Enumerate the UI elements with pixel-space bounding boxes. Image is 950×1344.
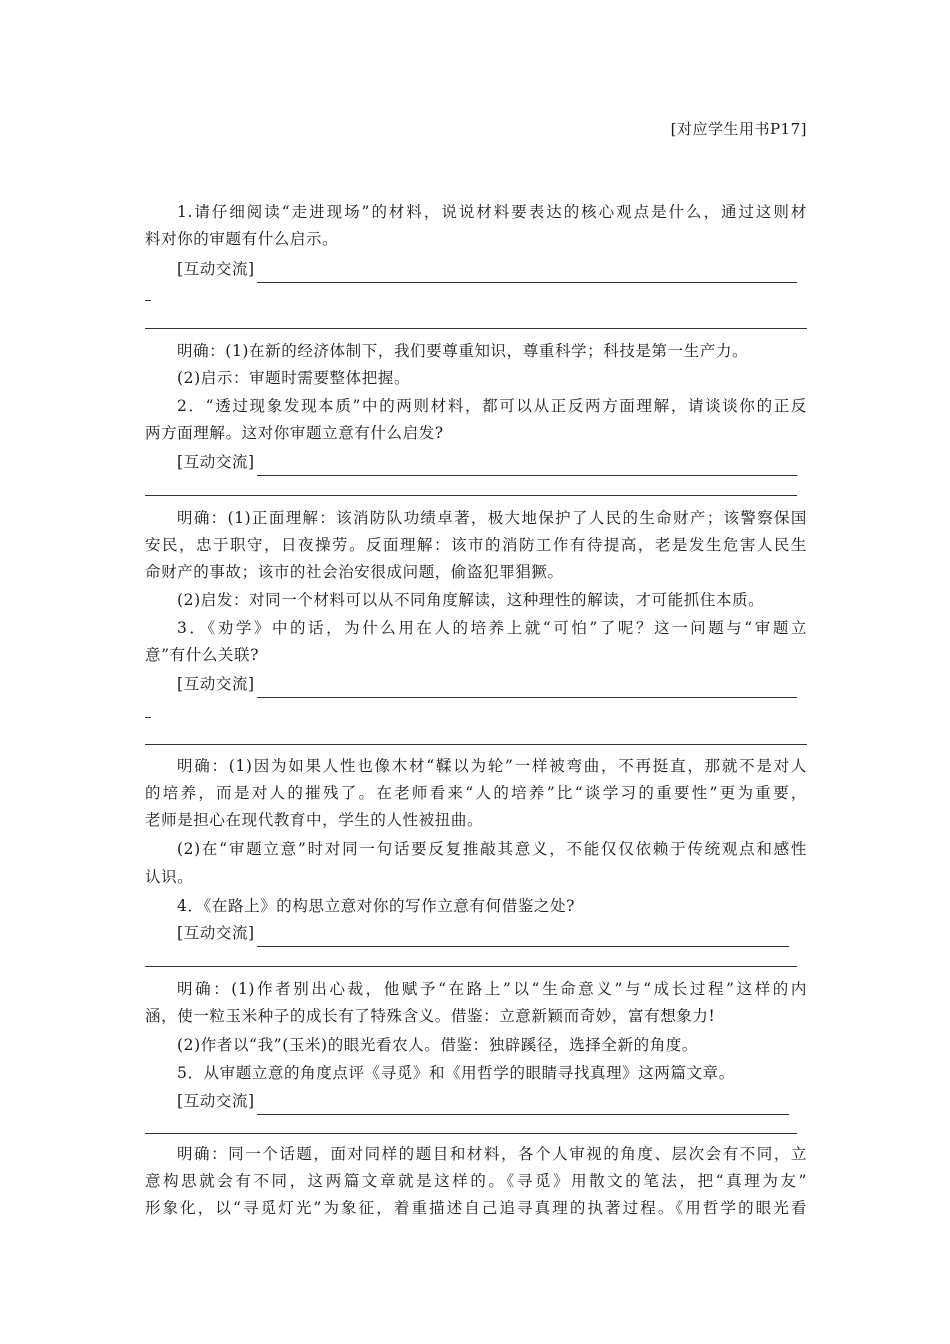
answer-5-line-1: 明确：同一个话题，面对同样的题目和材料，各个人审视的角度、层次会有不同，立 <box>177 1145 807 1163</box>
answer-field-1 <box>145 256 807 283</box>
answer-blank <box>257 1096 789 1115</box>
answer-line <box>145 966 797 967</box>
answer-3-line-3: 老师是担心在现代教育中，学生的人性被扭曲。 <box>145 811 484 829</box>
answer-5-line-2: 意构思就会有不同，这两篇文章就是这样的。《寻觅》用散文的笔法，把“真理为友” <box>145 1172 807 1190</box>
answer-3-line-2: 的培养，而是对人的摧残了。在老师看来“人的培养”比“谈学习的重要性”更为重要， <box>145 784 807 802</box>
answer-3-line-4: (2)在“审题立意”时对同一句话要反复推敲其意义，不能仅仅依赖于传统观点和感性 <box>177 840 807 858</box>
page-reference: [对应学生用书P17] <box>670 120 807 138</box>
answer-field-4 <box>145 920 807 947</box>
answer-line <box>145 300 151 301</box>
answer-blank <box>257 679 797 698</box>
interact-label: [互动交流] <box>177 1092 255 1110</box>
answer-line <box>145 495 797 496</box>
answer-1-line-1: 明确：(1)在新的经济体制下，我们要尊重知识，尊重科学；科技是第一生产力。 <box>177 342 749 360</box>
answer-line <box>145 1133 797 1134</box>
interact-label: [互动交流] <box>177 675 255 693</box>
answer-line <box>145 328 807 329</box>
question-1-line-2: 料对你的审题有什么启示。 <box>145 230 339 248</box>
interact-label: [互动交流] <box>177 453 255 471</box>
answer-4-line-2: 涵，使一粒玉米种子的成长有了特殊含义。借鉴：立意新颖而奇妙，富有想象力! <box>145 1007 716 1025</box>
question-3-line-2: 意”有什么关联? <box>145 646 260 664</box>
answer-3-line-1: 明确：(1)因为如果人性也像木材“鞣以为轮”一样被弯曲，不再挺直，那就不是对人 <box>177 757 807 775</box>
question-1-line-1: 1.请仔细阅读“走进现场”的材料，说说材料要表达的核心观点是什么，通过这则材 <box>177 203 807 221</box>
interact-label: [互动交流] <box>177 260 255 278</box>
answer-2-line-3: 命财产的事故；该市的社会治安很成问题，偷盗犯罪猖獗。 <box>145 563 564 581</box>
answer-blank <box>257 457 797 476</box>
interact-label: [互动交流] <box>177 924 255 942</box>
answer-field-3 <box>145 671 807 698</box>
answer-2-line-2: 安民，忠于职守，日夜操劳。反面理解：该市的消防工作有待提高，老是发生危害人民生 <box>145 536 807 554</box>
answer-field-5 <box>145 1088 807 1115</box>
answer-3-line-5: 认识。 <box>145 868 194 886</box>
answer-4-line-1: 明确：(1)作者别出心裁，他赋予“在路上”以“生命意义”与“成长过程”这样的内 <box>177 980 807 998</box>
answer-1-line-2: (2)启示：审题时需要整体把握。 <box>177 369 411 387</box>
answer-5-line-3: 形象化，以“寻觅灯光”为象征，着重描述自己追寻真理的执著过程。《用哲学的眼光看 <box>145 1199 807 1217</box>
answer-line <box>145 717 151 718</box>
question-2-line-2: 两方面理解。这对你审题立意有什么启发? <box>145 424 444 442</box>
question-4-line-1: 4．《在路上》的构思立意对你的写作立意有何借鉴之处? <box>177 897 576 915</box>
answer-2-line-4: (2)启发：对同一个材料可以从不同角度解读，这种理性的解读，才可能抓住本质。 <box>177 591 765 609</box>
answer-2-line-1: 明确：(1)正面理解：该消防队功绩卓著，极大地保护了人民的生命财产；该警察保国 <box>177 509 807 527</box>
answer-4-line-3: (2)作者以“我”(玉米)的眼光看农人。借鉴：独辟蹊径，选择全新的角度。 <box>177 1036 699 1054</box>
answer-field-2 <box>145 449 807 476</box>
answer-line <box>145 744 807 745</box>
question-3-line-1: 3．《劝学》中的话，为什么用在人的培养上就“可怕”了呢？这一问题与“审题立 <box>177 619 807 637</box>
answer-blank <box>257 928 789 947</box>
answer-blank <box>257 264 797 283</box>
question-2-line-1: 2．“透过现象发现本质”中的两则材料，都可以从正反两方面理解，请谈谈你的正反 <box>177 397 807 415</box>
question-5-line-1: 5．从审题立意的角度点评《寻觅》和《用哲学的眼睛寻找真理》这两篇文章。 <box>177 1064 735 1082</box>
